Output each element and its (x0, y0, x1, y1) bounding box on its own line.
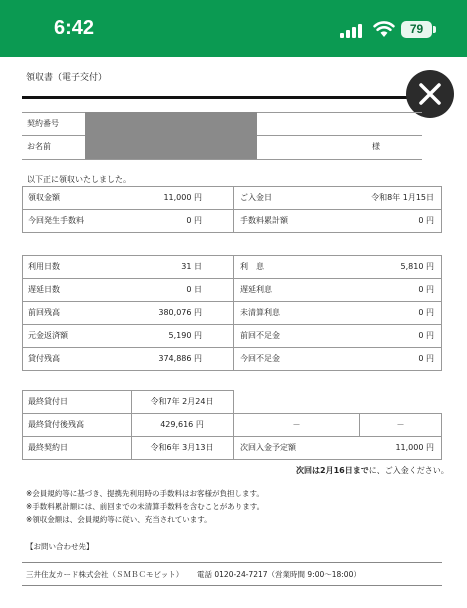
status-bar (0, 0, 467, 57)
principal-value: 5,190 円 (168, 331, 202, 340)
fee-label: 今回発生手数料 (28, 216, 84, 225)
loan-balance-label: 貸付残高 (28, 354, 60, 363)
curr-shortage-value: 0 円 (418, 354, 434, 363)
receipt-amount-label: 領収金額 (28, 193, 60, 202)
honorific: 様 (372, 142, 380, 151)
after-loan-balance-label: 最終貸付後残高 (28, 420, 84, 429)
next-payment-prefix: 次回は (296, 466, 320, 475)
prev-shortage-label: 前回不足金 (240, 331, 280, 340)
note-3: ※領収金額は、会員規約等に従い、充当されています。 (26, 515, 212, 524)
deposit-date-value: 令和8年 1月15日 (371, 193, 434, 202)
contact-heading: 【お問い合わせ先】 (26, 542, 94, 551)
last-loan-date-value: 令和7年 2月24日 (150, 397, 214, 406)
close-icon (406, 70, 454, 118)
after-loan-balance-value: 429,616 円 (160, 420, 204, 429)
late-interest-label: 遅延利息 (240, 285, 272, 294)
empty-dash: － (292, 420, 301, 429)
note-1: ※会員規約等に基づき、提携先利用時の手数料はお客様が負担します。 (26, 489, 264, 498)
late-days-label: 遅延日数 (28, 285, 60, 294)
clock: 6:42 (54, 17, 95, 39)
fee-value: 0 円 (186, 216, 202, 225)
days-label: 利用日数 (28, 262, 60, 271)
late-interest-value: 0 円 (418, 285, 434, 294)
fee-total-label: 手数料累計額 (240, 216, 288, 225)
contract-number-label: 契約番号 (27, 119, 59, 128)
note-2: ※手数料累計額には、前回までの未清算手数料を含むことがあります。 (26, 502, 265, 511)
receipt-amount-value: 11,000 円 (163, 193, 202, 202)
rule (22, 159, 422, 160)
received-note: 以下正に領収いたしました。 (27, 175, 131, 184)
name-label: お名前 (27, 142, 51, 151)
contact-phone: 電話 0120-24-7217（営業時間 9:00～18:00） (197, 570, 361, 579)
prev-balance-value: 380,076 円 (158, 308, 202, 317)
loan-balance-value: 374,886 円 (158, 354, 202, 363)
unsettled-interest-value: 0 円 (418, 308, 434, 317)
document-title: 領収書（電子交付） (26, 73, 108, 83)
last-loan-date-label: 最終貸付日 (28, 397, 68, 406)
next-amount-value: 11,000 円 (395, 443, 434, 452)
late-days-value: 0 日 (186, 285, 202, 294)
next-payment-suffix: に、ご入金ください。 (368, 466, 449, 475)
days-value: 31 日 (181, 262, 202, 271)
battery-icon: 79 (401, 21, 432, 38)
prev-balance-label: 前回残高 (28, 308, 60, 317)
next-payment-note (296, 466, 449, 476)
principal-label: 元金返済額 (28, 331, 68, 340)
signal-icon (340, 24, 366, 38)
next-amount-label: 次回入金予定額 (240, 443, 296, 452)
battery-tip (433, 26, 436, 33)
unsettled-interest-label: 未清算利息 (240, 308, 280, 317)
fee-total-value: 0 円 (418, 216, 434, 225)
deposit-date-label: ご入金日 (240, 193, 272, 202)
title-underline (22, 96, 422, 99)
interest-value: 5,810 円 (400, 262, 434, 271)
close-button[interactable] (406, 70, 454, 118)
prev-shortage-value: 0 円 (418, 331, 434, 340)
curr-shortage-label: 今回不足金 (240, 354, 280, 363)
contract-date-value: 令和6年 3月13日 (150, 443, 214, 452)
wifi-icon (373, 20, 395, 38)
next-payment-date: 2月16日まで (320, 466, 369, 475)
redacted-info (85, 112, 257, 159)
empty-dash: － (396, 420, 405, 429)
contact-company: 三井住友カード株式会社（ＳＭＢＣモビット） (26, 570, 184, 579)
contract-date-label: 最終契約日 (28, 443, 68, 452)
interest-label: 利 息 (240, 262, 264, 271)
